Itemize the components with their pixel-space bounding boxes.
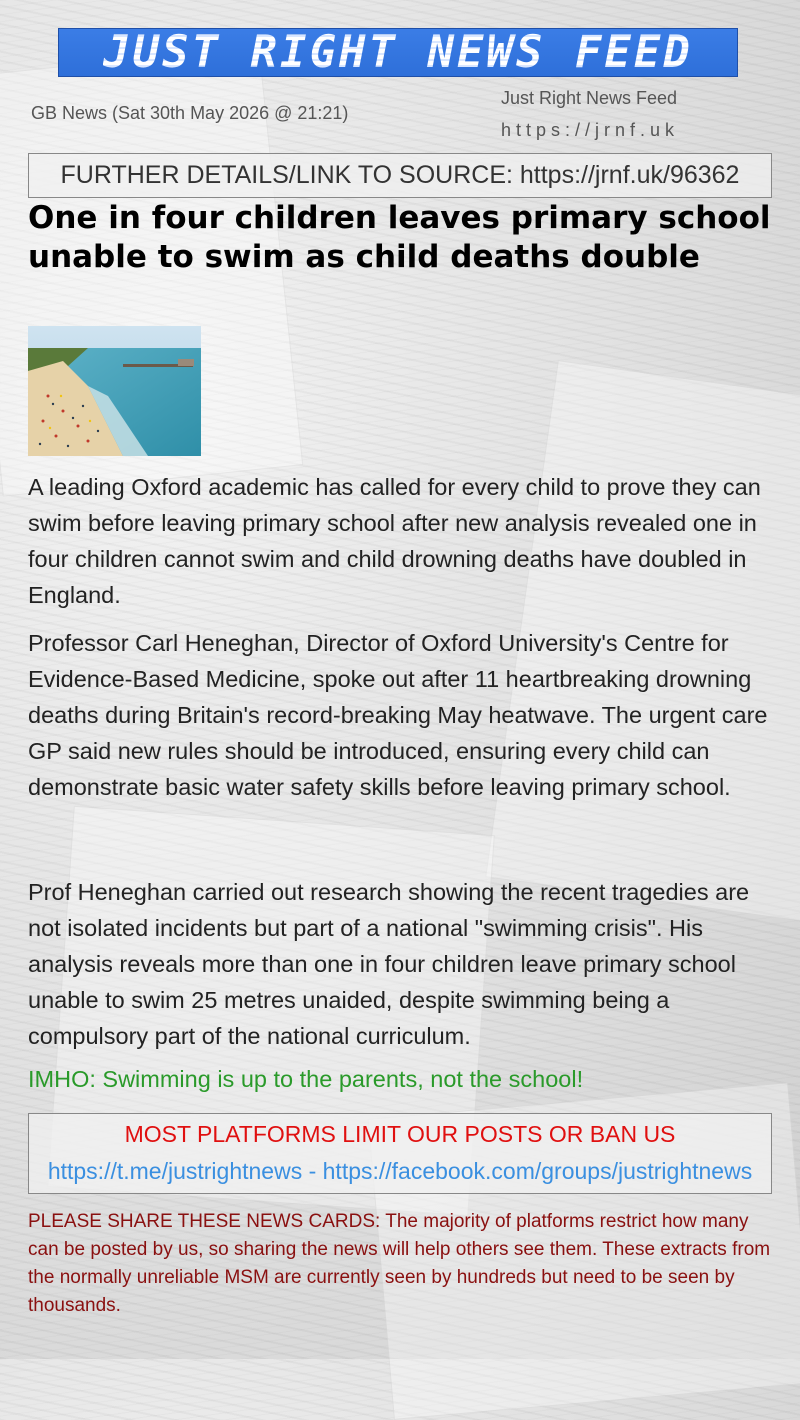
platform-warning: MOST PLATFORMS LIMIT OUR POSTS OR BAN US	[124, 1121, 676, 1147]
article-paragraph-1: A leading Oxford academic has called for every child to prove they can swim before leaving primary school after new analysis revealed one in four children cannot swim and child drowning deaths have doubled in England.	[28, 474, 761, 608]
source-link-text[interactable]: FURTHER DETAILS/LINK TO SOURCE: https://jrnf.uk/96362	[60, 161, 740, 189]
site-logo-text: JUST RIGHT NEWS FEED	[103, 26, 693, 78]
article-paragraph-3: Prof Heneghan carried out research showing the recent tragedies are not isolated incidents but part of a national "swimming crisis". His analysis reveals more than one in four children leave primary school unable to swim 25 metres unaided, despite swimming being a compulsory part of the national curriculum.	[28, 879, 750, 1049]
article-headline: One in four children leaves primary school unable to swim as child deaths double	[28, 200, 771, 275]
beach-photo	[28, 326, 201, 456]
share-notice: PLEASE SHARE THESE NEWS CARDS: The majority of platforms restrict how many can be posted by us, so sharing the news will help others see them. These extracts from the normally unreliable MSM are currently seen by hundreds but need to be seen by thousands.	[28, 1211, 771, 1316]
opinion-note: IMHO: Swimming is up to the parents, not the school!	[28, 1066, 584, 1092]
source-link-box[interactable]	[28, 153, 772, 198]
article-paragraph-2: Professor Carl Heneghan, Director of Oxford University's Centre for Evidence-Based Medicine, spoke out after 11 heartbreaking drowning deaths during Britain's record-breaking May heatwave. The urgent care GP said new rules should be introduced, ensuring every child can demonstrate basic water safety skills before leaving primary school.	[28, 630, 768, 800]
social-links[interactable]: https://t.me/justrightnews - https://facebook.com/groups/justrightnews	[47, 1158, 753, 1184]
site-url[interactable]: https://jrnf.uk	[501, 120, 680, 140]
source-and-timestamp: GB News (Sat 30th May 2026 @ 21:21)	[31, 103, 349, 123]
site-logo-banner	[58, 28, 738, 77]
platform-notice-box	[28, 1113, 772, 1194]
site-name: Just Right News Feed	[501, 88, 678, 108]
